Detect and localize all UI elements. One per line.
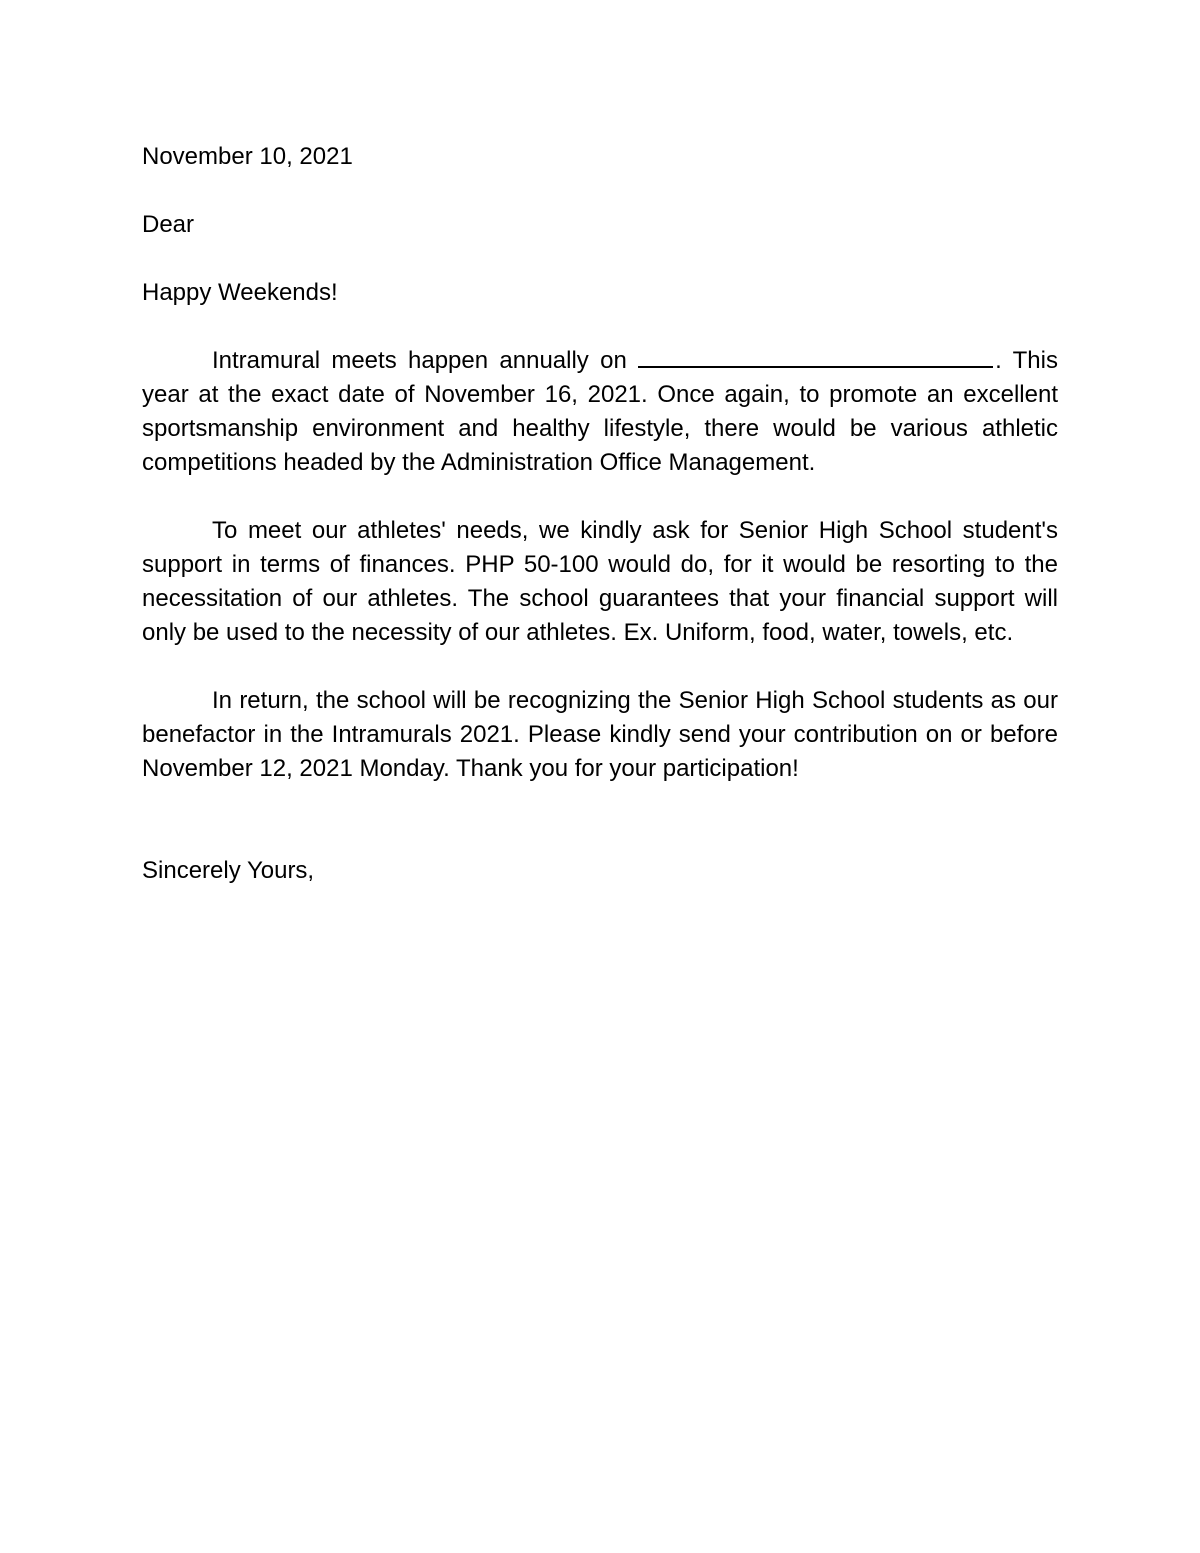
- letter-body: [142, 140, 1058, 888]
- paragraph-intramural-dates: [142, 344, 1058, 480]
- spacer: [142, 310, 1058, 344]
- spacer: [142, 480, 1058, 514]
- letter-greeting: Happy Weekends!: [142, 279, 338, 306]
- spacer: [142, 650, 1058, 684]
- paragraph-1-lead: Intramural meets happen annually on: [212, 347, 639, 374]
- paragraph-financial-support: To meet our athletes' needs, we kindly ask for Senior High School student's support in terms of finances. PHP 50-100 would do, for it would be resorting to the necessitation of our athletes. The school guarantees that your financial support will only be used to the necessity of our athletes. Ex. Uniform, food, water, towels, etc.: [142, 517, 1058, 646]
- paragraph-1-rest: . This year at the exact date of November 16, 2021. Once again, to promote an excellent sportsmanship environment and healthy lifestyle, there would be various athletic competitions headed by the Administration Office Management.: [142, 347, 1058, 476]
- letter-salutation: Dear: [142, 211, 195, 238]
- spacer: [142, 174, 1058, 208]
- spacer: [142, 242, 1058, 276]
- letter-date: November 10, 2021: [142, 143, 353, 170]
- paragraph-recognition: In return, the school will be recognizing the Senior High School students as our benefactor in the Intramurals 2021. Please kindly send your contribution on or before November 12, 2021 Monday. Thank you for your participation!: [142, 687, 1058, 782]
- spacer: [142, 786, 1058, 854]
- letter-closing: Sincerely Yours,: [142, 857, 315, 884]
- fill-in-blank-line: [638, 344, 993, 368]
